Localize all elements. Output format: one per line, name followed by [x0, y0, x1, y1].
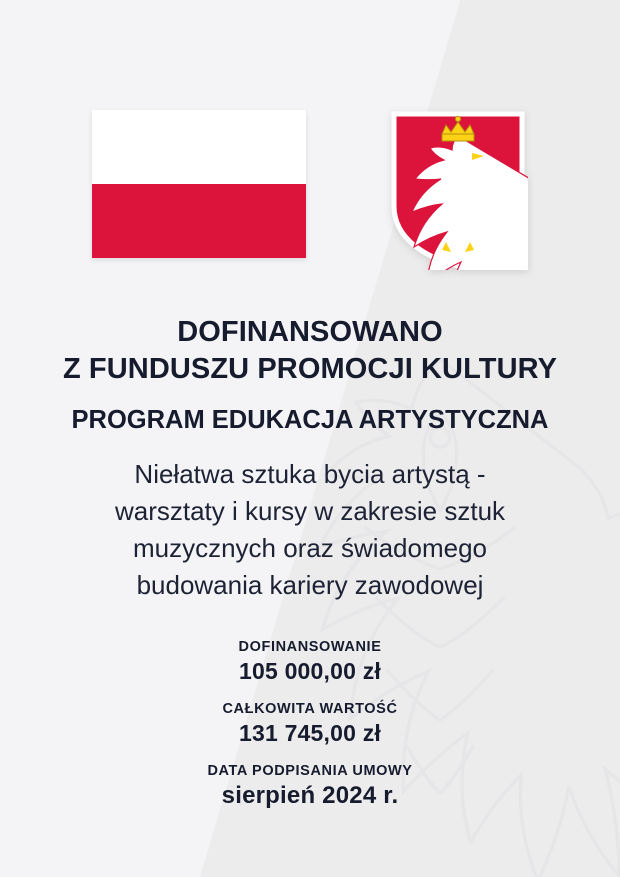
project-line-1: Niełatwa sztuka bycia artystą -	[134, 458, 486, 489]
figure-total-value-value: 131 745,00 zł	[239, 720, 381, 747]
headline-line-1: DOFINANSOWANO	[177, 316, 443, 348]
figure-signing-date-label: DATA PODPISANIA UMOWY	[207, 763, 413, 780]
figure-funding-label: DOFINANSOWANIE	[238, 639, 382, 656]
figure-total-value	[0, 701, 620, 747]
polish-coat-of-arms-icon	[388, 110, 528, 270]
figure-funding	[0, 639, 620, 685]
figure-signing-date	[0, 763, 620, 810]
page-title	[0, 314, 620, 388]
project-line-4: budowania kariery zawodowej	[136, 569, 484, 600]
headline-line-2: Z FUNDUSZU PROMOCJI KULTURY	[62, 353, 558, 386]
emblems-row	[0, 0, 620, 270]
project-line-3: muzycznych oraz świadomego	[132, 532, 488, 563]
flag-white-stripe	[92, 110, 306, 184]
project-title	[0, 456, 620, 604]
figures-block	[0, 639, 620, 810]
polish-flag-icon	[92, 110, 306, 258]
figure-funding-value: 105 000,00 zł	[239, 658, 381, 685]
program-name: PROGRAM EDUKACJA ARTYSTYCZNA	[71, 406, 549, 435]
figure-total-value-label: CAŁKOWITA WARTOŚĆ	[222, 701, 398, 718]
project-line-2: warsztaty i kursy w zakresie sztuk	[114, 495, 506, 526]
flag-red-stripe	[92, 184, 306, 258]
figure-signing-date-value: sierpień 2024 r.	[221, 782, 399, 810]
